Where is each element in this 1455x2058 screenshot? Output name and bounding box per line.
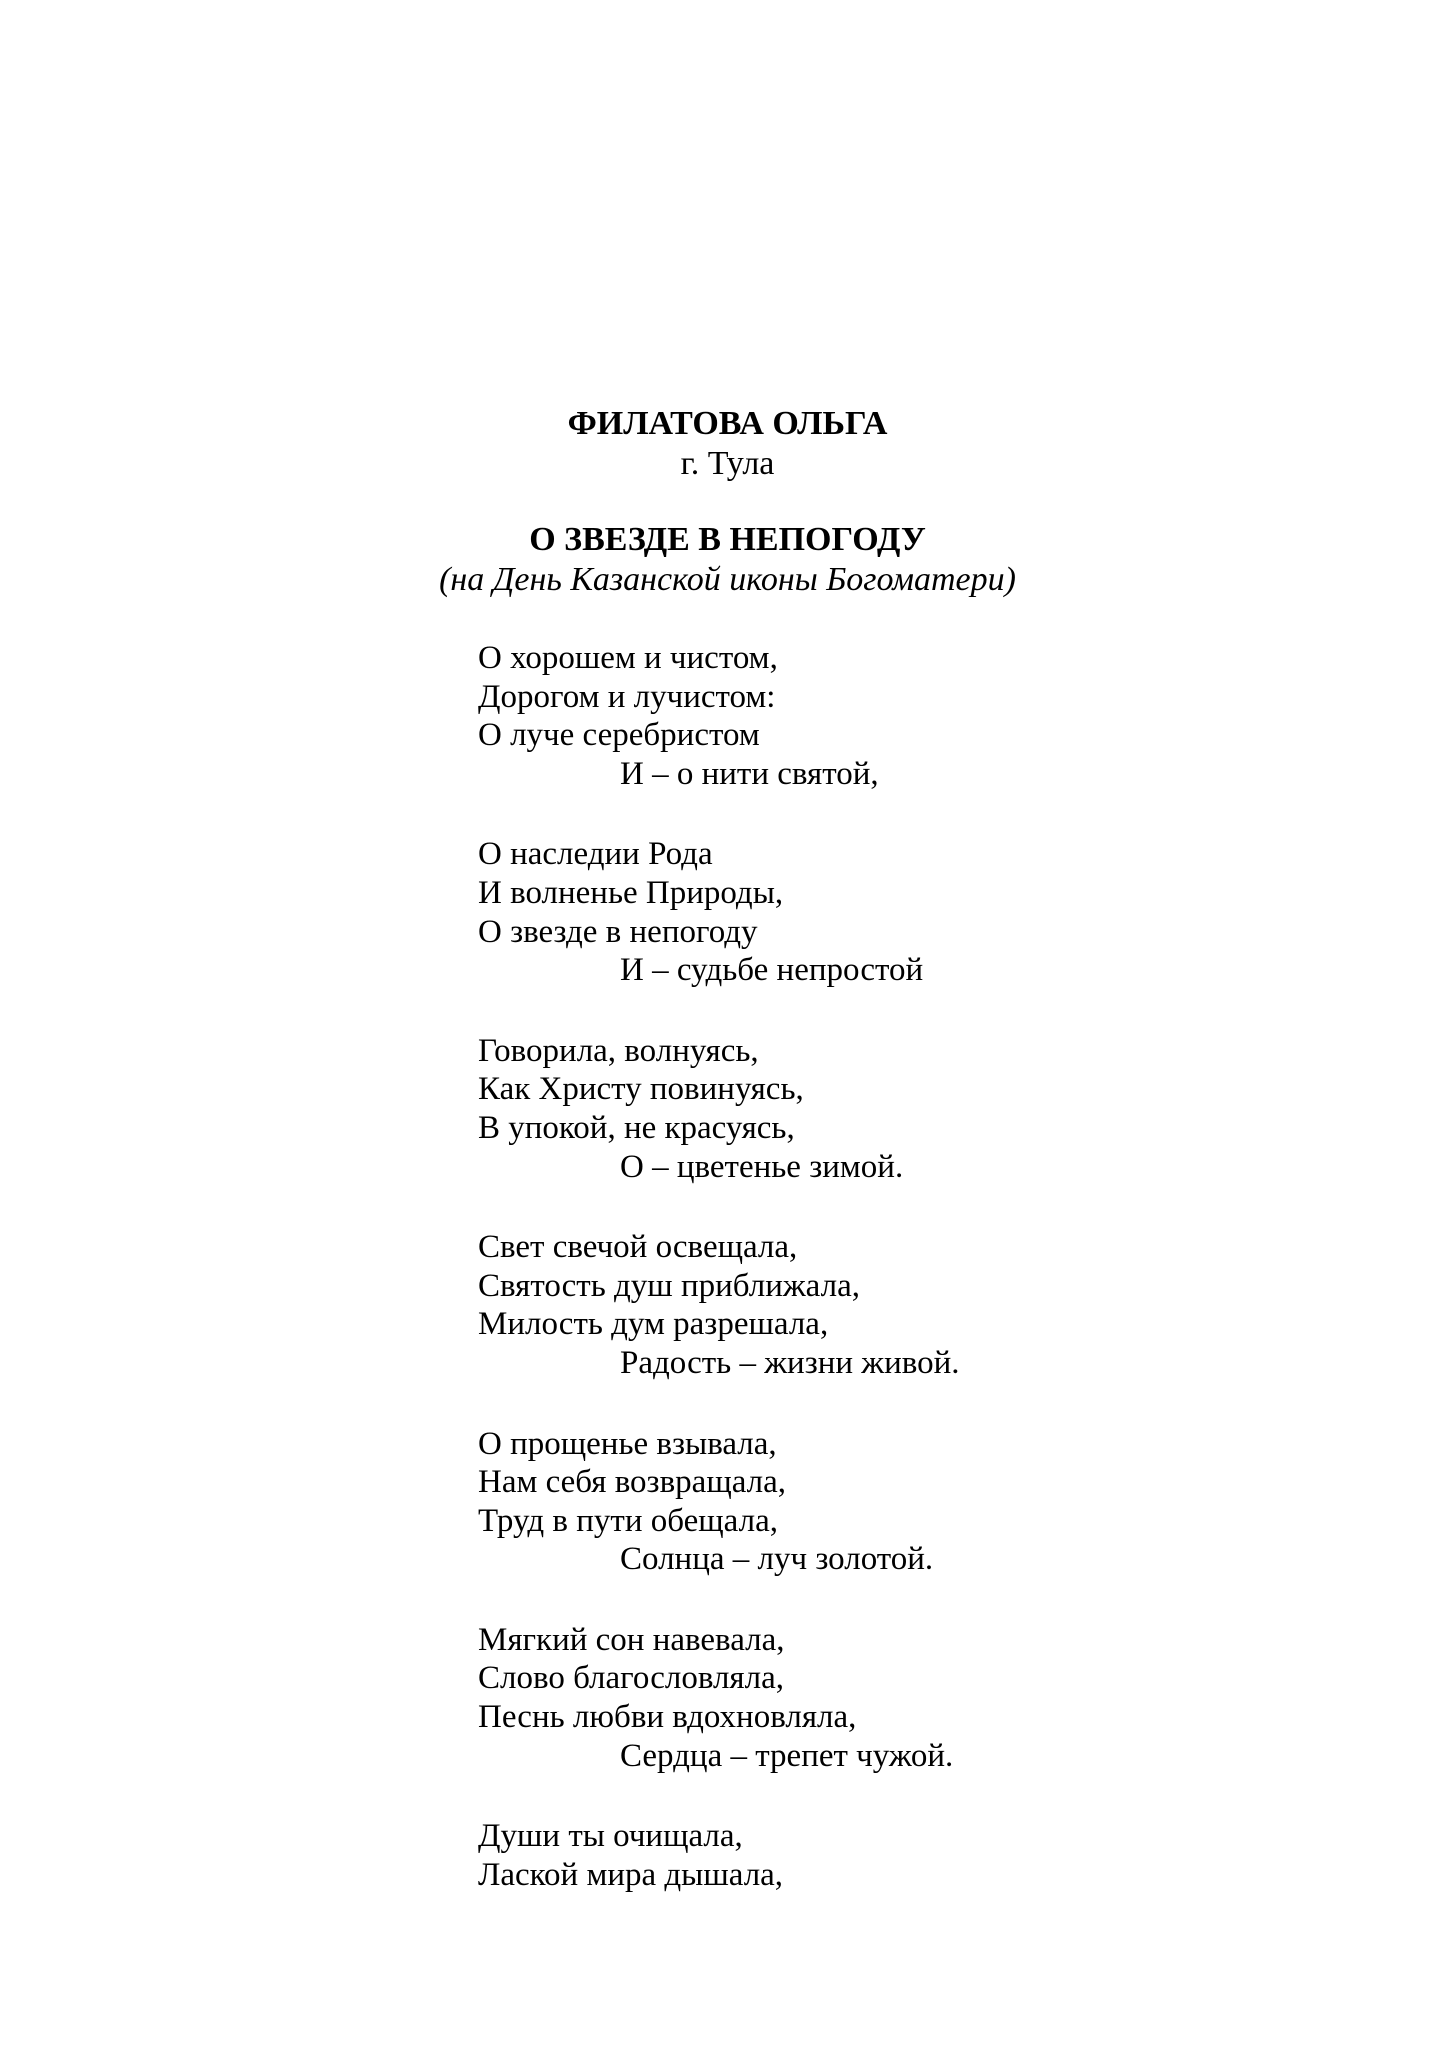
poem-body <box>478 639 960 1894</box>
poem-refrain-line: Солнца – луч золотой. <box>620 1541 934 1578</box>
poem-line: Дорогом и лучистом: <box>478 678 776 715</box>
poem-refrain-line: О – цветенье зимой. <box>620 1148 904 1185</box>
stanza <box>478 1817 960 1894</box>
poem-title: О ЗВЕЗДЕ В НЕПОГОДУ <box>529 521 926 558</box>
poem-line: О луче серебристом <box>478 717 760 754</box>
stanza <box>478 1425 960 1579</box>
poem-line: Святость душ приближала, <box>478 1267 860 1304</box>
title-block <box>0 520 1455 600</box>
stanza <box>478 835 960 989</box>
poem-line: О прощенье взывала, <box>478 1425 777 1462</box>
author-city: г. Тула <box>680 445 775 482</box>
poem-line: Как Христу повинуясь, <box>478 1071 804 1108</box>
author-block <box>0 404 1455 484</box>
poem-line: Труд в пути обещала, <box>478 1502 778 1539</box>
poem-line: Песнь любви вдохновляла, <box>478 1699 857 1736</box>
stanza <box>478 1032 960 1186</box>
poem-line: Лаской мира дышала, <box>478 1856 784 1893</box>
poem-subtitle: (на День Казанской иконы Богоматери) <box>439 561 1016 598</box>
poem-line: Нам себя возвращала, <box>478 1464 787 1501</box>
poem-line: В упокой, не красуясь, <box>478 1109 795 1146</box>
author-name: ФИЛАТОВА ОЛЬГА <box>567 405 888 442</box>
poem-line: Говорила, волнуясь, <box>478 1032 759 1069</box>
poem-line: О звезде в непогоду <box>478 913 758 950</box>
poem-refrain-line: Сердца – трепет чужой. <box>620 1737 954 1774</box>
poem-line: Мягкий сон навевала, <box>478 1621 785 1658</box>
poem-line: Слово благословляла, <box>478 1660 784 1697</box>
poem-line: О наследии Рода <box>478 836 713 873</box>
stanza <box>478 1621 960 1775</box>
poem-refrain-line: И – судьбе непростой <box>620 952 924 989</box>
stanza <box>478 639 960 793</box>
poem-line: О хорошем и чистом, <box>478 640 778 676</box>
poem-line: И волненье Природы, <box>478 874 784 911</box>
poem-refrain-line: И – о нити святой, <box>620 755 879 792</box>
poem-line: Души ты очищала, <box>478 1818 743 1855</box>
poem-line: Свет свечой освещала, <box>478 1229 798 1266</box>
stanza <box>478 1228 960 1382</box>
poem-refrain-line: Радость – жизни живой. <box>620 1344 960 1381</box>
poem-line: Милость дум разрешала, <box>478 1306 829 1343</box>
